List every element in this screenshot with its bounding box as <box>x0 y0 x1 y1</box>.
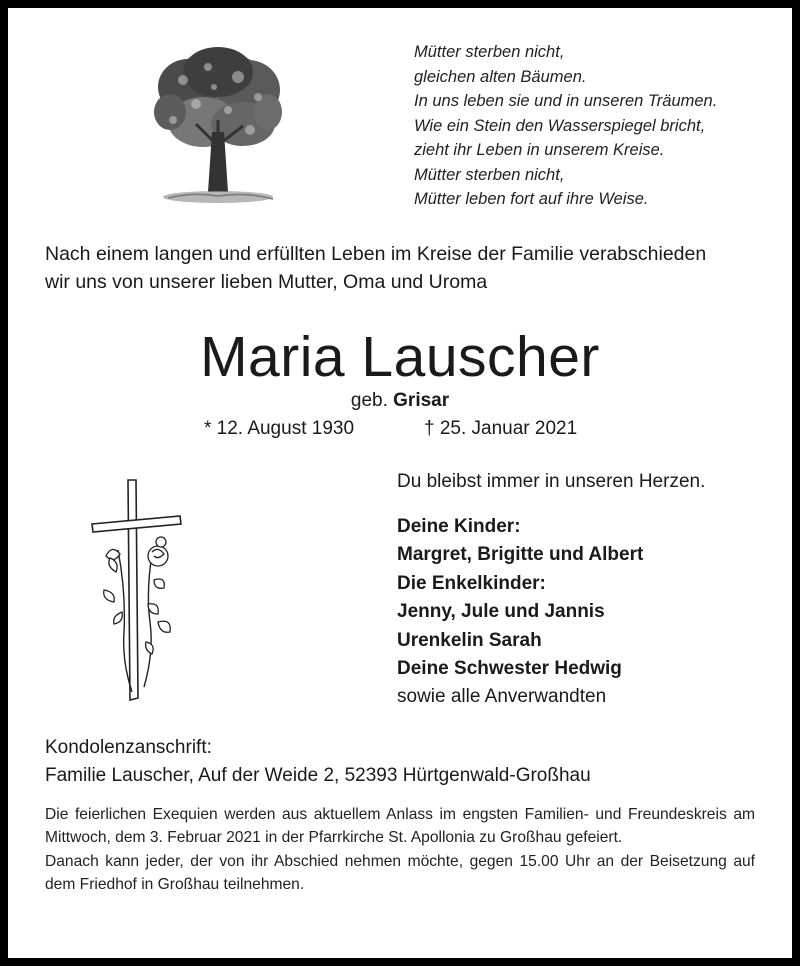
mourners-line: Urenkelin Sarah <box>397 629 542 651</box>
mourners-line: Deine Schwester Hedwig <box>397 658 622 680</box>
tree-icon <box>148 42 288 207</box>
intro-line: Nach einem langen und erfüllten Leben im Kreise der Familie verabschieden <box>45 243 707 265</box>
motto: Du bleibst immer in unseren Herzen. <box>397 471 706 492</box>
deceased-name: Maria Lauscher <box>200 325 600 389</box>
poem-line: Mütter leben fort auf ihre Weise. <box>414 190 649 208</box>
maiden-name <box>0 388 800 414</box>
notice-paragraph: Die feierlichen Exequien werden aus aktuellem Anlass im engsten Familien- und Freundeskreis am Mittwoch, dem 3. Februar 2021 in der Pfarrkirche St. Apollonia zu Großhau gefeiert. <box>45 806 755 847</box>
mourners-line: Deine Kinder: <box>397 516 521 537</box>
mourners-line: Die Enkelkinder: <box>397 572 546 594</box>
poem-line: In uns leben sie und in unseren Träumen. <box>414 92 718 110</box>
mourners-line: sowie alle Anverwandten <box>397 686 607 708</box>
poem-line: Wie ein Stein den Wasserspiegel bricht, <box>414 116 706 135</box>
condolence-address <box>45 734 591 790</box>
mourners-list <box>397 513 643 712</box>
mourners-line: Jenny, Jule und Jannis <box>397 601 605 623</box>
condolence-address-line: Familie Lauscher, Auf der Weide 2, 52393 Hürtgenwald-Großhau <box>45 765 591 786</box>
maiden-prefix: geb. <box>350 390 388 411</box>
cross-with-roses-icon <box>88 472 188 712</box>
mourners-line: Margret, Brigitte und Albert <box>397 544 644 566</box>
condolence-label: Kondolenzanschrift: <box>45 737 212 758</box>
poem-line: zieht ihr Leben in unserem Kreise. <box>414 141 665 159</box>
maiden-surname: Grisar <box>393 390 450 411</box>
intro-line: wir uns von unserer lieben Mutter, Oma und Uroma <box>45 271 488 293</box>
birth-date: * 12. August 1930 <box>204 418 355 439</box>
death-date: † 25. Januar 2021 <box>424 418 578 439</box>
poem <box>414 40 774 212</box>
poem-line: Mütter sterben nicht, <box>414 165 565 184</box>
funeral-notice <box>45 803 755 897</box>
poem-line: Mütter sterben nicht, <box>414 43 565 61</box>
notice-paragraph: Danach kann jeder, der von ihr Abschied nehmen möchte, gegen 15.00 Uhr an der Beisetzung auf dem Friedhof in Großhau teilnehmen. <box>45 852 755 894</box>
intro-text <box>45 240 765 296</box>
poem-line: gleichen alten Bäumen. <box>414 67 587 86</box>
